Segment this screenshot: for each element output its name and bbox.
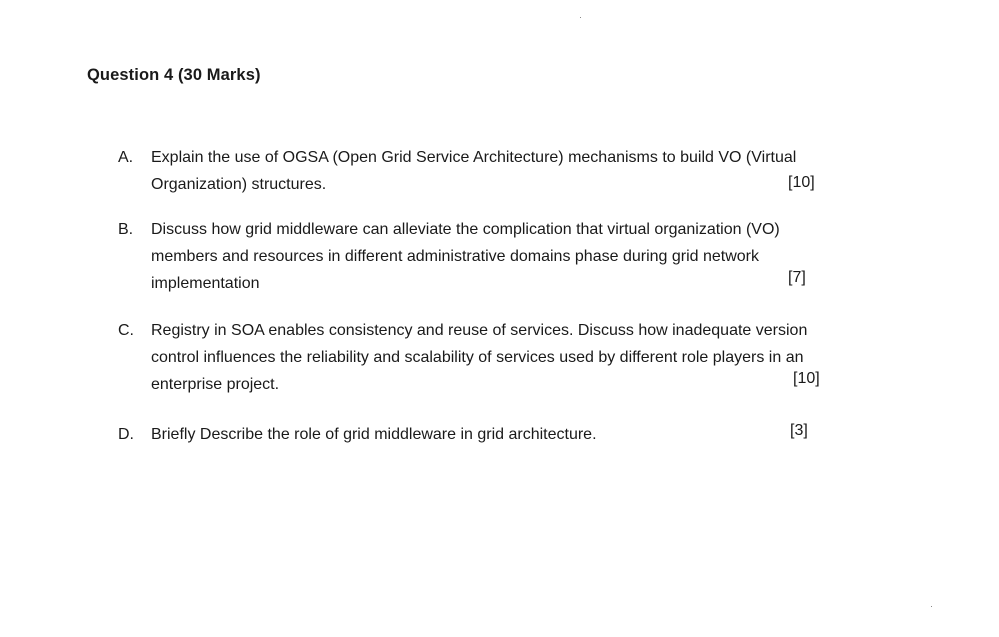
scan-speck — [580, 17, 581, 18]
question-title: Question 4 (30 Marks) — [87, 66, 261, 84]
question-d — [118, 421, 888, 448]
question-b-line-1: Discuss how grid middleware can alleviate the complication that virtual organization (VO) — [151, 221, 780, 238]
question-b-line-3: implementation — [151, 275, 260, 292]
question-b-line-2: members and resources in different administrative domains phase during grid network — [151, 248, 760, 265]
question-c-letter: C. — [118, 322, 134, 339]
question-d-line-1: Briefly Describe the role of grid middleware in grid architecture. — [151, 426, 597, 443]
question-b-text — [151, 216, 888, 297]
question-a — [118, 144, 888, 198]
question-a-text — [151, 144, 888, 198]
question-c-line-3: enterprise project. — [151, 376, 280, 393]
question-a-letter: A. — [118, 149, 134, 166]
question-a-line-2: Organization) structures. — [151, 176, 327, 193]
scan-speck — [931, 606, 932, 607]
question-c-marks: [10] — [793, 370, 820, 387]
question-b-letter: B. — [118, 221, 134, 238]
question-b — [118, 216, 888, 297]
question-c-line-1: Registry in SOA enables consistency and reuse of services. Discuss how inadequate version — [151, 322, 808, 339]
question-a-line-1: Explain the use of OGSA (Open Grid Service Architecture) mechanisms to build VO (Virtual — [151, 149, 797, 166]
question-d-letter: D. — [118, 426, 134, 443]
question-c — [118, 317, 888, 398]
question-d-marks: [3] — [790, 422, 808, 439]
question-b-marks: [7] — [788, 269, 806, 286]
question-d-text — [151, 421, 888, 448]
question-c-line-2: control influences the reliability and scalability of services used by different role players in an — [151, 349, 804, 366]
question-a-marks: [10] — [788, 174, 815, 191]
question-c-text — [151, 317, 888, 398]
